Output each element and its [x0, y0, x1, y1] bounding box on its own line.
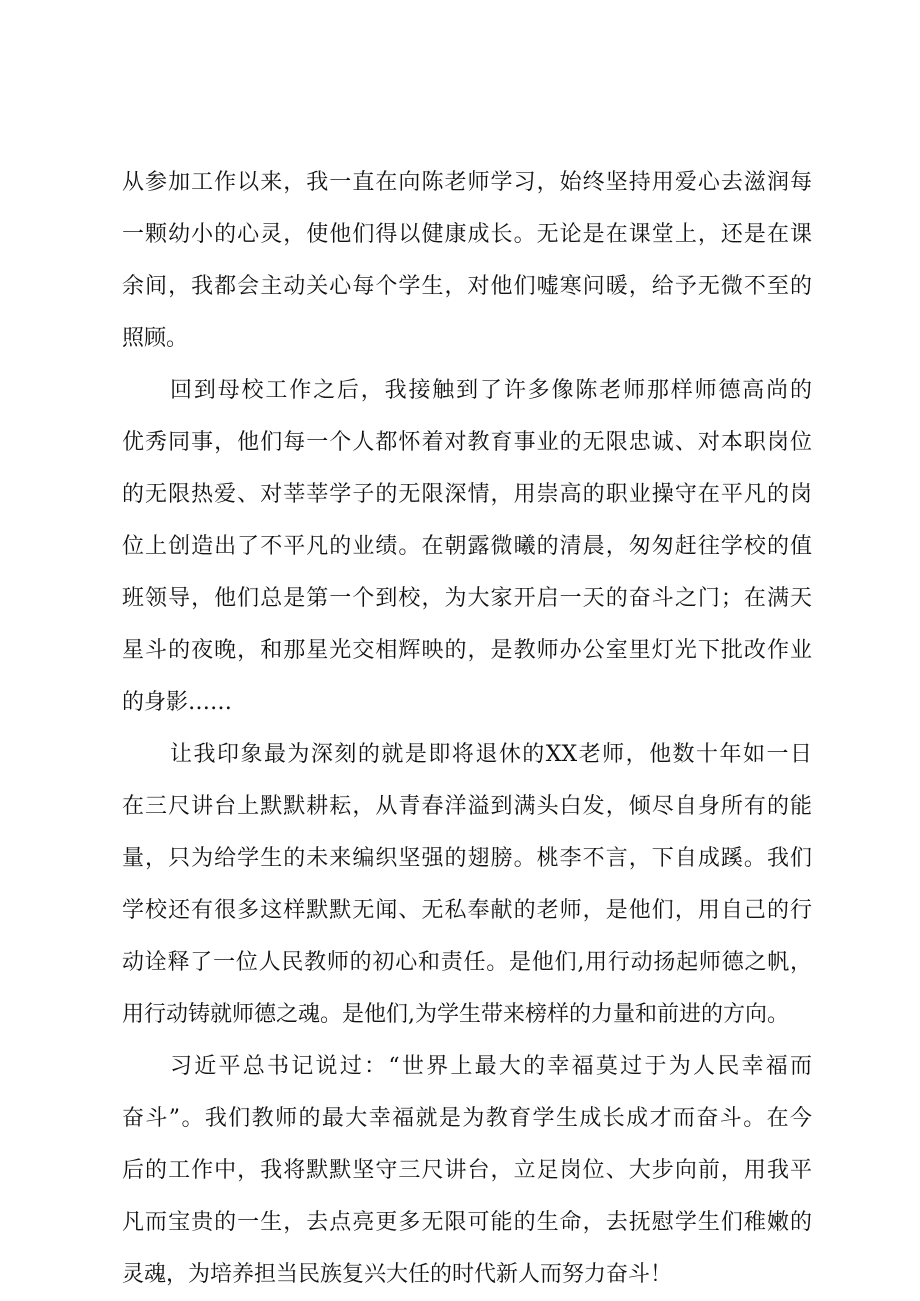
text-line: 在三尺讲台上默默耕耘，从青春洋溢到满头白发，倾尽自身所有的能 — [122, 794, 812, 819]
text-line: 奋斗”。我们教师的最大幸福就是为教育学生成长成才而奋斗。在今 — [122, 1106, 812, 1131]
text-line: 从参加工作以来，我一直在向陈老师学习，始终坚持用爱心去滋润每 — [122, 170, 812, 195]
text-line: 用行动铸就师德之魂。是他们,为学生带来榜样的力量和前进的方向。 — [122, 1002, 789, 1027]
paragraph-1 — [122, 157, 812, 365]
text-line: 优秀同事，他们每一个人都怀着对教育事业的无限忠诚、对本职岗位 — [122, 430, 812, 455]
text-line: 位上创造出了不平凡的业绩。在朝露微曦的清晨，匆匆赶往学校的值 — [122, 534, 812, 559]
text-line: 灵魂，为培养担当民族复兴大任的时代新人而努力奋斗！ — [122, 1262, 673, 1287]
paragraph-3 — [122, 729, 812, 1041]
text-line: 习近平总书记说过：“世界上最大的幸福莫过于为人民幸福而 — [170, 1054, 812, 1079]
text-line: 凡而宝贵的一生，去点亮更多无限可能的生命，去抚慰学生们稚嫩的 — [122, 1210, 812, 1235]
paragraph-2 — [122, 365, 812, 729]
text-line: 学校还有很多这样默默无闻、无私奉献的老师，是他们，用自己的行 — [122, 898, 812, 923]
text-line: 余间，我都会主动关心每个学生，对他们嘘寒问暖，给予无微不至的 — [122, 274, 812, 299]
document-body — [122, 157, 812, 1301]
text-line: 让我印象最为深刻的就是即将退休的XX老师，他数十年如一日 — [170, 742, 812, 767]
text-line: 的身影…… — [122, 690, 233, 715]
text-line: 动诠释了一位人民教师的初心和责任。是他们,用行动扬起师德之帆， — [122, 950, 812, 975]
text-line: 后的工作中，我将默默坚守三尺讲台，立足岗位、大步向前，用我平 — [122, 1158, 812, 1183]
paragraph-4 — [122, 1041, 812, 1301]
text-line: 星斗的夜晚，和那星光交相辉映的，是教师办公室里灯光下批改作业 — [122, 638, 812, 663]
text-line: 照顾。 — [122, 326, 189, 351]
text-line: 量，只为给学生的未来编织坚强的翅膀。桃李不言，下自成蹊。我们 — [122, 846, 812, 871]
text-line: 回到母校工作之后，我接触到了许多像陈老师那样师德高尚的 — [170, 378, 812, 403]
text-line: 的无限热爱、对莘莘学子的无限深情，用崇高的职业操守在平凡的岗 — [122, 482, 812, 507]
text-line: 一颗幼小的心灵，使他们得以健康成长。无论是在课堂上，还是在课 — [122, 222, 812, 247]
text-line: 班领导，他们总是第一个到校，为大家开启一天的奋斗之门；在满天 — [122, 586, 812, 611]
